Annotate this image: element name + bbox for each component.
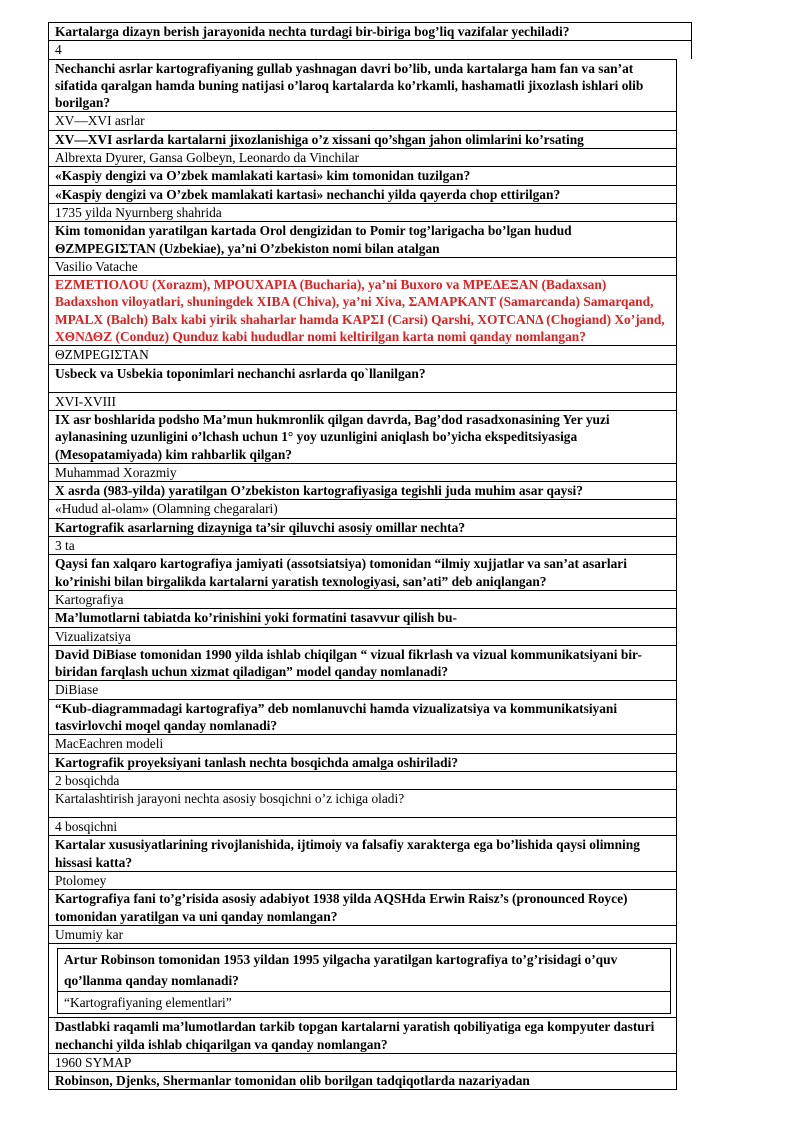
answer-cell: Umumiy kar [48, 925, 677, 943]
answer-cell: “Kartografiyaning elementlari” [57, 991, 671, 1014]
question-cell: Usbeck va Usbekia toponimlari nechanchi asrlarda qo`llanilgan? [48, 364, 677, 392]
answer-cell: Ptolomey [48, 871, 677, 889]
answer-cell: 4 [48, 40, 692, 58]
nested-table [48, 943, 677, 1017]
question-cell: Kim tomonidan yaratilgan kartada Orol dengizidan to Pomir tog’larigacha bo’lgan hudud ΘZMPEGIΣTAN (Uzbekiae), ya’ni O’zbekiston nomi bilan atalgan [48, 221, 677, 257]
question-cell: «Kaspiy dengizi va O’zbek mamlakati kartasi» kim tomonidan tuzilgan? [48, 166, 677, 184]
answer-cell: Vasilio Vatache [48, 257, 677, 275]
question-cell: Ma’lumotlarni tabiatda ko’rinishini yoki formatini tasavvur qilish bu- [48, 608, 677, 626]
qa-table-continued [48, 1017, 692, 1090]
answer-cell: 3 ta [48, 536, 677, 554]
question-cell: IX asr boshlarida podsho Ma’mun hukmronlik qilgan davrda, Bag’dod rasadxonasining Yer yuzi aylanasining uzunligini o’lchash uchun 1° yoy uzunligini aniqlash bo’yicha ekspeditsiyasiga (Mesopatamiyada) kim rahbarlik qilgan? [48, 410, 677, 463]
question-cell: Kartalarga dizayn berish jarayonida nechta turdagi bir-biriga bog’liq vazifalar yechiladi? [48, 22, 692, 40]
question-cell: XV—XVI asrlarda kartalarni jixozlanishiga o’z xissani qo’shgan jahon olimlarini ko’rsating [48, 130, 677, 148]
question-cell: Qaysi fan xalqaro kartografiya jamiyati (assotsiatsiya) tomonidan “ilmiy xujjatlar va san’at asarlari ko’rinishi bilan birgalikda kartalarni yaratish texnologiyasi, san’ati” deb aniqlangan? [48, 554, 677, 590]
question-cell: “Kub-diagrammadagi kartografiya” deb nomlanuvchi hamda vizualizatsiya va kommunikatsiyani tasvirlovchi moqel qanday nomlanadi? [48, 699, 677, 735]
question-cell: X asrda (983-yilda) yaratilgan O’zbekiston kartografiyasiga tegishli juda muhim asar qaysi? [48, 481, 677, 499]
answer-cell: XVI-XVIII [48, 392, 677, 410]
question-cell: Robinson, Djenks, Shermanlar tomonidan olib borilgan tadqiqotlarda nazariyadan [48, 1071, 677, 1090]
question-cell: Artur Robinson tomonidan 1953 yildan 1995 yilgacha yaratilgan kartografiya to’g’risidagi o’quv qo’llanma qanday nomlanadi? [57, 948, 671, 991]
answer-cell: DiBiase [48, 680, 677, 698]
question-cell: Dastlabki raqamli ma’lumotlardan tarkib topgan kartalarni yaratish qobiliyatiga ega kompyuter dasturi nechanchi yilda ishlab chiqarilgan va qanday nomlangan? [48, 1017, 677, 1053]
answer-cell: 1960 SYMAP [48, 1053, 677, 1071]
answer-cell: 4 bosqichni [48, 817, 677, 835]
answer-cell: XV—XVI asrlar [48, 111, 677, 129]
answer-cell: ΘZMPEGIΣTAN [48, 345, 677, 363]
qa-table [48, 22, 692, 943]
question-cell: Kartalar xususiyatlarining rivojlanishida, ijtimoiy va falsafiy xarakterga ega bo’lishida qaysi olimning hissasi katta? [48, 835, 677, 871]
answer-cell: 1735 yilda Nyurnberg shahrida [48, 203, 677, 221]
answer-cell: 2 bosqichda [48, 771, 677, 789]
question-cell: Kartografik proyeksiyani tanlash nechta bosqichda amalga oshiriladi? [48, 753, 677, 771]
answer-cell: MacEachren modeli [48, 734, 677, 752]
question-cell: «Kaspiy dengizi va O’zbek mamlakati kartasi» nechanchi yilda qayerda chop ettirilgan? [48, 185, 677, 203]
nested-table-body [57, 948, 669, 1014]
question-cell: Kartografiya fani to’g’risida asosiy adabiyot 1938 yilda AQSHda Erwin Raisz’s (pronounced Royce) tomonidan yaratilgan va uni qanday nomlangan? [48, 889, 677, 925]
answer-cell: «Hudud al-olam» (Olamning chegaralari) [48, 499, 677, 517]
document-page [48, 22, 692, 1090]
answer-cell: Muhammad Xorazmiy [48, 463, 677, 481]
question-cell: EZMETIOΛOU (Xorazm), MPOUXAPIA (Bucharia), ya’ni Buxoro va MPEΔEΞAN (Badaxsan) Badaxshon viloyatlari, shuningdek XIBA (Chiva), ya’ni Xiva, ΣAMAPKANT (Samarcanda) Samarqand, MPALX (Balch) Balx kabi yirik shaharlar hamda KAPΣI (Carsi) Qarshi, XOTCANΔ (Chogiand) Xo’jand, XΘNΔΘZ (Conduz) Qunduz kabi hududlar nomi keltirilgan karta nomi qanday nomlangan? [48, 275, 677, 345]
question-cell: Kartografik asarlarning dizayniga ta’sir qiluvchi asosiy omillar nechta? [48, 518, 677, 536]
answer-cell: Kartografiya [48, 590, 677, 608]
question-cell: David DiBiase tomonidan 1990 yilda ishlab chiqilgan “ vizual fikrlash va vizual kommunikatsiyani bir-biridan farqlash uchun xizmat qiladigan” model qanday nomlanadi? [48, 645, 677, 681]
question-cell: Nechanchi asrlar kartografiyaning gullab yashnagan davri bo’lib, unda kartalarga ham fan va san’at sifatida qaralgan hamda buning natijasi o’laroq kartalarda ko’rkamli, hashamatli jixozlash ishlari olib borilgan? [48, 59, 677, 112]
answer-cell: Vizualizatsiya [48, 627, 677, 645]
answer-cell: Kartalashtirish jarayoni nechta asosiy bosqichni o’z ichiga oladi? [48, 789, 677, 817]
answer-cell: Albrexta Dyurer, Gansa Golbeyn, Leonardo da Vinchilar [48, 148, 677, 166]
